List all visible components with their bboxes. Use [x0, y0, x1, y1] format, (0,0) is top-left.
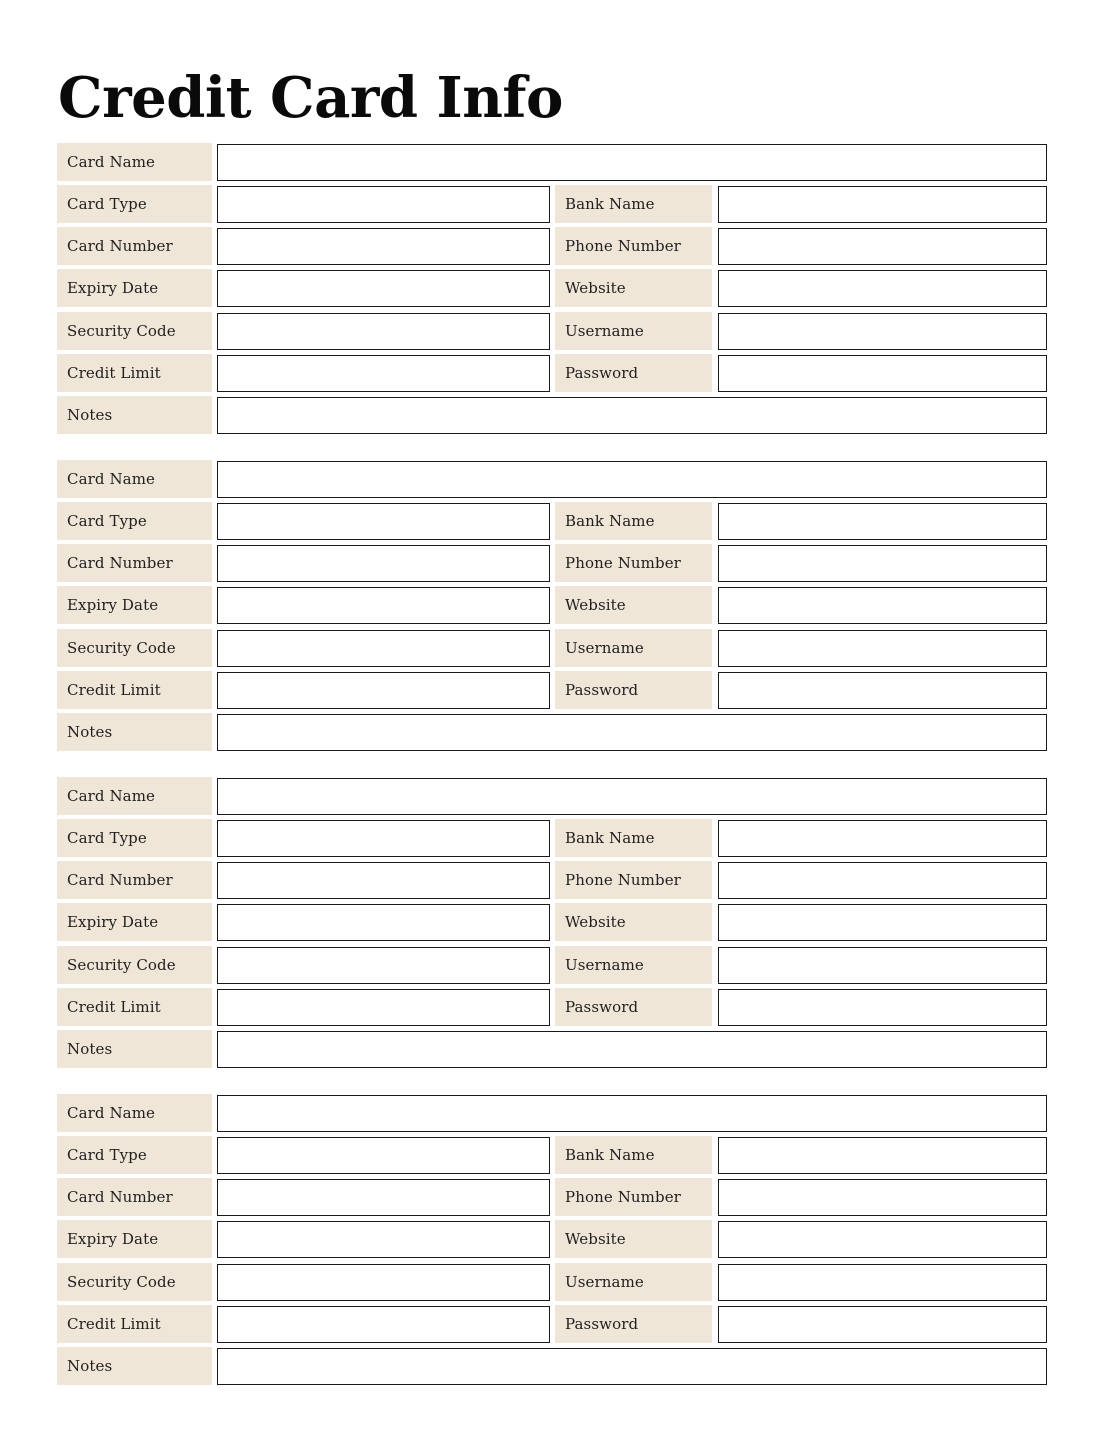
password-label: Password: [555, 988, 712, 1026]
card-name-label: Card Name: [57, 460, 212, 498]
bank-name-label: Bank Name: [555, 819, 712, 857]
website-field[interactable]: [718, 904, 1047, 941]
website-field[interactable]: [718, 270, 1047, 307]
credit-limit-label: Credit Limit: [57, 671, 212, 709]
security-code-label: Security Code: [57, 629, 212, 667]
username-label: Username: [555, 312, 712, 350]
phone-number-label: Phone Number: [555, 861, 712, 899]
password-label: Password: [555, 671, 712, 709]
website-field[interactable]: [718, 587, 1047, 624]
username-field[interactable]: [718, 947, 1047, 984]
security-code-label: Security Code: [57, 1263, 212, 1301]
website-label: Website: [555, 1220, 712, 1258]
card-number-field[interactable]: [217, 228, 550, 265]
notes-label: Notes: [57, 396, 212, 434]
notes-label: Notes: [57, 1030, 212, 1068]
credit-limit-field[interactable]: [217, 1306, 550, 1343]
expiry-date-label: Expiry Date: [57, 1220, 212, 1258]
security-code-field[interactable]: [217, 947, 550, 984]
card-type-label: Card Type: [57, 185, 212, 223]
card-number-label: Card Number: [57, 1178, 212, 1216]
website-label: Website: [555, 269, 712, 307]
notes-label: Notes: [57, 1347, 212, 1385]
card-number-label: Card Number: [57, 861, 212, 899]
card-number-field[interactable]: [217, 545, 550, 582]
phone-number-field[interactable]: [718, 1179, 1047, 1216]
security-code-label: Security Code: [57, 946, 212, 984]
card-type-label: Card Type: [57, 502, 212, 540]
card-name-label: Card Name: [57, 777, 212, 815]
card-record-1: [0, 143, 1102, 443]
credit-limit-label: Credit Limit: [57, 1305, 212, 1343]
expiry-date-field[interactable]: [217, 904, 550, 941]
card-record-4: [0, 1094, 1102, 1394]
website-label: Website: [555, 586, 712, 624]
credit-limit-field[interactable]: [217, 989, 550, 1026]
card-type-field[interactable]: [217, 820, 550, 857]
username-label: Username: [555, 629, 712, 667]
password-field[interactable]: [718, 672, 1047, 709]
username-field[interactable]: [718, 1264, 1047, 1301]
phone-number-field[interactable]: [718, 545, 1047, 582]
username-label: Username: [555, 1263, 712, 1301]
phone-number-label: Phone Number: [555, 227, 712, 265]
notes-field[interactable]: [217, 1031, 1047, 1068]
bank-name-field[interactable]: [718, 1137, 1047, 1174]
password-label: Password: [555, 1305, 712, 1343]
expiry-date-field[interactable]: [217, 270, 550, 307]
expiry-date-label: Expiry Date: [57, 269, 212, 307]
phone-number-label: Phone Number: [555, 544, 712, 582]
website-field[interactable]: [718, 1221, 1047, 1258]
username-field[interactable]: [718, 630, 1047, 667]
card-name-label: Card Name: [57, 143, 212, 181]
security-code-field[interactable]: [217, 313, 550, 350]
card-type-field[interactable]: [217, 186, 550, 223]
expiry-date-field[interactable]: [217, 1221, 550, 1258]
card-name-field[interactable]: [217, 144, 1047, 181]
security-code-label: Security Code: [57, 312, 212, 350]
username-label: Username: [555, 946, 712, 984]
phone-number-label: Phone Number: [555, 1178, 712, 1216]
website-label: Website: [555, 903, 712, 941]
card-record-3: [0, 777, 1102, 1077]
credit-limit-field[interactable]: [217, 672, 550, 709]
card-number-label: Card Number: [57, 544, 212, 582]
expiry-date-label: Expiry Date: [57, 903, 212, 941]
security-code-field[interactable]: [217, 630, 550, 667]
bank-name-label: Bank Name: [555, 185, 712, 223]
bank-name-label: Bank Name: [555, 1136, 712, 1174]
credit-limit-field[interactable]: [217, 355, 550, 392]
phone-number-field[interactable]: [718, 228, 1047, 265]
card-name-field[interactable]: [217, 461, 1047, 498]
card-name-label: Card Name: [57, 1094, 212, 1132]
username-field[interactable]: [718, 313, 1047, 350]
card-type-field[interactable]: [217, 503, 550, 540]
expiry-date-label: Expiry Date: [57, 586, 212, 624]
card-number-field[interactable]: [217, 1179, 550, 1216]
notes-label: Notes: [57, 713, 212, 751]
password-label: Password: [555, 354, 712, 392]
credit-limit-label: Credit Limit: [57, 988, 212, 1026]
bank-name-label: Bank Name: [555, 502, 712, 540]
card-type-label: Card Type: [57, 1136, 212, 1174]
password-field[interactable]: [718, 1306, 1047, 1343]
card-name-field[interactable]: [217, 778, 1047, 815]
notes-field[interactable]: [217, 714, 1047, 751]
page-title: Credit Card Info: [58, 65, 563, 131]
bank-name-field[interactable]: [718, 503, 1047, 540]
card-type-label: Card Type: [57, 819, 212, 857]
card-type-field[interactable]: [217, 1137, 550, 1174]
password-field[interactable]: [718, 989, 1047, 1026]
password-field[interactable]: [718, 355, 1047, 392]
notes-field[interactable]: [217, 1348, 1047, 1385]
security-code-field[interactable]: [217, 1264, 550, 1301]
credit-limit-label: Credit Limit: [57, 354, 212, 392]
bank-name-field[interactable]: [718, 820, 1047, 857]
bank-name-field[interactable]: [718, 186, 1047, 223]
notes-field[interactable]: [217, 397, 1047, 434]
card-name-field[interactable]: [217, 1095, 1047, 1132]
phone-number-field[interactable]: [718, 862, 1047, 899]
card-number-label: Card Number: [57, 227, 212, 265]
expiry-date-field[interactable]: [217, 587, 550, 624]
card-number-field[interactable]: [217, 862, 550, 899]
card-record-2: [0, 460, 1102, 760]
